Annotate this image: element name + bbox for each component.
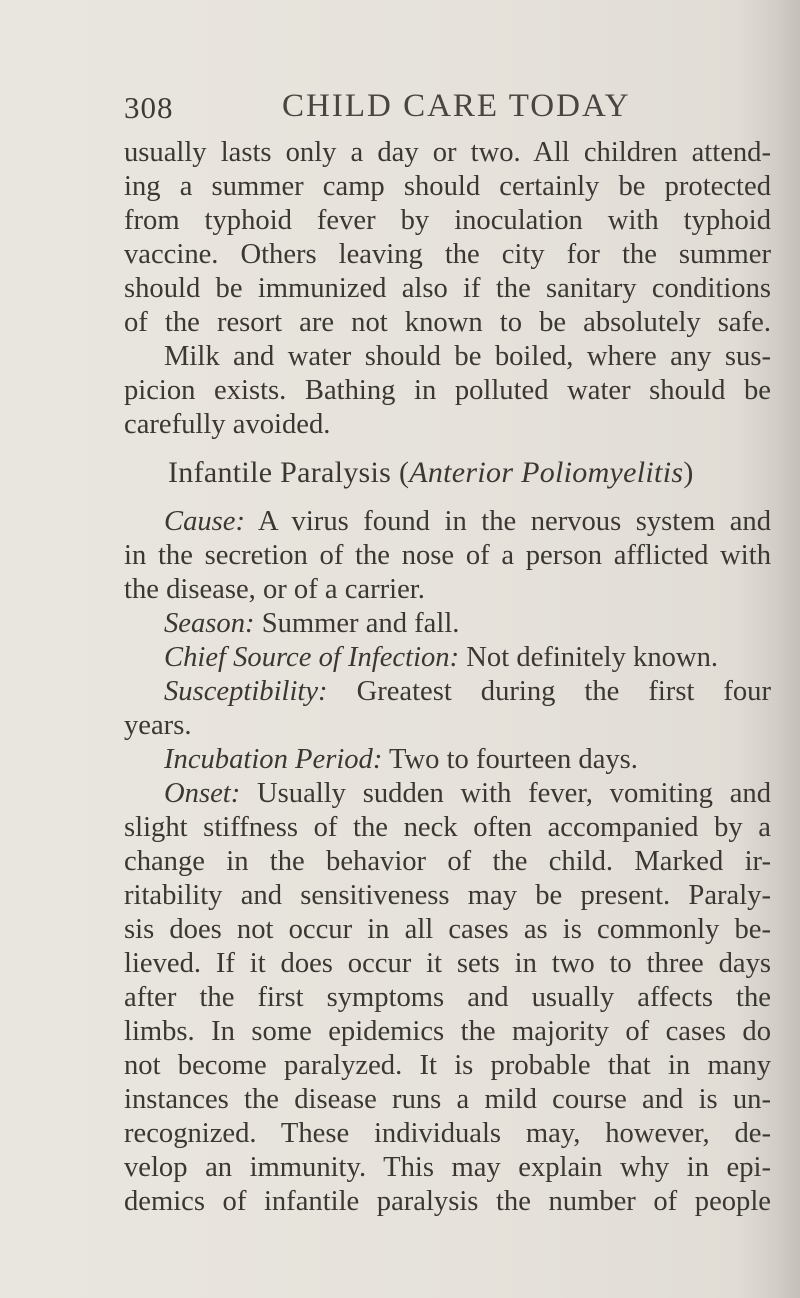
text-line: slight stiffness of the neck often accompanied by a: [124, 812, 771, 843]
chief-source-label: Chief Source of Infection:: [164, 642, 460, 673]
text-line: after the first symptoms and usually affects the: [124, 982, 771, 1013]
text-line: not become paralyzed. It is probable that in many: [124, 1050, 771, 1081]
heading-close: ): [683, 456, 694, 489]
text-line: vaccine. Others leaving the city for the summer: [124, 239, 771, 270]
text-line: the disease, or of a carrier.: [124, 574, 425, 605]
heading-subtitle: Anterior Poliomyelitis: [409, 456, 684, 489]
text-line: instances the disease runs a mild course and is un-: [124, 1084, 771, 1115]
text-line: picion exists. Bathing in polluted water should be: [124, 375, 771, 406]
text-line: ing a summer camp should certainly be protected: [124, 171, 771, 202]
text-line: limbs. In some epidemics the majority of cases do: [124, 1016, 771, 1047]
text-line: demics of infantile paralysis the number of people: [124, 1186, 771, 1217]
text-line: lieved. If it does occur it sets in two to three days: [124, 948, 771, 979]
text-line: usually lasts only a day or two. All children attend-: [124, 137, 771, 168]
text-line: in the secretion of the nose of a person afflicted with: [124, 540, 771, 571]
cause-text: A virus found in the nervous system and: [257, 506, 771, 537]
susceptibility-text: Greatest during the first four: [356, 676, 772, 707]
incubation-line: [124, 743, 771, 777]
season-text: Summer and fall.: [261, 608, 460, 639]
text-line: sis does not occur in all cases as is commonly be-: [124, 914, 771, 945]
cause-line: [124, 505, 771, 539]
page-header: [124, 88, 704, 130]
incubation-label: Incubation Period:: [164, 744, 383, 775]
text-line: carefully avoided.: [124, 409, 331, 440]
season-line: [124, 607, 771, 641]
onset-line: [124, 777, 771, 811]
page-number: 308: [124, 90, 174, 125]
text-line: recognized. These individuals may, however, de-: [124, 1118, 771, 1149]
text-line: of the resort are not known to be absolutely safe.: [124, 307, 771, 338]
text-line: years.: [124, 710, 192, 741]
onset-text: Usually sudden with fever, vomiting and: [257, 778, 771, 809]
running-head: CHILD CARE TODAY: [282, 88, 631, 124]
incubation-text: Two to fourteen days.: [389, 744, 638, 775]
text-line: from typhoid fever by inoculation with typhoid: [124, 205, 771, 236]
susceptibility-label: Susceptibility:: [164, 676, 328, 707]
text-line: ritability and sensitiveness may be present. Paraly-: [124, 880, 771, 911]
section-heading: [168, 453, 694, 493]
chief-source-text: Not definitely known.: [466, 642, 719, 673]
season-label: Season:: [164, 608, 255, 639]
milk-paragraph: [124, 340, 771, 442]
heading-title: Infantile Paralysis (: [168, 456, 410, 489]
text-line: velop an immunity. This may explain why in epi-: [124, 1152, 771, 1183]
text-line: Milk and water should be boiled, where any sus-: [164, 341, 771, 372]
text-line: change in the behavior of the child. Marked ir-: [124, 846, 771, 877]
susceptibility-line: [124, 675, 771, 709]
text-line: should be immunized also if the sanitary conditions: [124, 273, 771, 304]
onset-label: Onset:: [164, 778, 241, 809]
disease-facts: [124, 505, 771, 1219]
cause-label: Cause:: [164, 506, 246, 537]
opening-paragraph: [124, 136, 771, 340]
chief-source-line: [124, 641, 771, 675]
